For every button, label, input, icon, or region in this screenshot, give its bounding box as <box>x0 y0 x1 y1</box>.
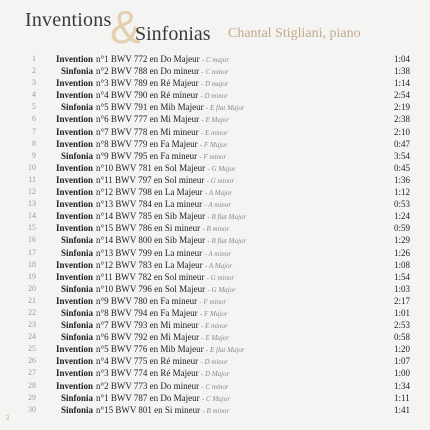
track-kind: Invention <box>55 54 93 64</box>
track-duration: 0:59 <box>394 223 411 234</box>
track-row <box>0 319 430 331</box>
track-key-english: - D Major <box>200 370 230 379</box>
track-number: 8 <box>32 138 36 148</box>
track-row <box>0 101 430 113</box>
track-kind: Invention <box>55 114 93 125</box>
track-duration: 1:01 <box>394 307 411 318</box>
track-number: 27 <box>28 368 36 378</box>
track-title: n°1 BWV 772 en Do Majeur <box>96 54 200 64</box>
track-duration: 1:11 <box>394 392 410 403</box>
track-row <box>0 77 430 89</box>
track-key-english: - E minor <box>200 322 228 331</box>
track-row <box>0 331 430 343</box>
track-row <box>0 138 430 150</box>
track-number: 6 <box>32 114 36 124</box>
track-title: n°12 BWV 783 en La Majeur <box>96 259 203 270</box>
track-number: 5 <box>32 102 36 112</box>
track-title: n°7 BWV 778 en Mi mineur <box>96 126 199 137</box>
track-key-english: - B minor <box>202 406 230 415</box>
track-title: n°5 BWV 776 en Mib Majeur <box>96 344 204 355</box>
track-title: n°7 BWV 793 en Mi mineur <box>96 320 199 331</box>
track-number: 19 <box>28 271 36 281</box>
track-kind: Sinfonia <box>60 283 93 294</box>
track-row <box>0 380 430 392</box>
track-row <box>0 392 430 404</box>
track-title: n°8 BWV 794 en Fa Majeur <box>96 307 198 318</box>
track-number: 25 <box>28 344 36 354</box>
track-number: 29 <box>28 392 36 402</box>
track-title: n°15 BWV 801 en Si mineur <box>96 404 201 415</box>
track-number: 10 <box>28 162 36 172</box>
track-key-english: - A minor <box>204 249 231 258</box>
track-kind: Invention <box>55 344 93 355</box>
track-number: 26 <box>28 356 36 366</box>
track-kind: Invention <box>55 271 93 282</box>
track-number: 22 <box>28 307 36 317</box>
track-kind: Invention <box>55 295 93 306</box>
track-key-english: - E minor <box>200 128 228 137</box>
track-title: n°15 BWV 786 en Si mineur <box>96 223 201 234</box>
track-duration: 1:08 <box>394 259 411 270</box>
track-number: 9 <box>32 150 36 160</box>
track-key-english: - F minor <box>199 297 227 306</box>
track-number: 7 <box>32 126 36 136</box>
track-duration: 1:03 <box>394 283 411 294</box>
track-kind: Sinfonia <box>60 307 93 318</box>
track-row <box>0 404 430 416</box>
track-row <box>0 295 430 307</box>
track-duration: 1:54 <box>394 271 411 282</box>
track-number: 4 <box>32 90 36 100</box>
track-duration: 2:54 <box>394 90 411 101</box>
track-row <box>0 247 430 259</box>
track-row <box>0 65 430 77</box>
track-duration: 1:41 <box>394 404 411 415</box>
track-title: n°9 BWV 795 en Fa mineur <box>96 150 198 161</box>
track-kind: Invention <box>55 78 93 89</box>
track-title: n°6 BWV 777 en Mi Majeur <box>96 114 200 125</box>
track-duration: 0:58 <box>394 332 411 343</box>
track-duration: 1:24 <box>394 211 411 222</box>
track-duration: 2:53 <box>394 320 411 331</box>
track-key-english: - G Major <box>207 164 236 173</box>
track-row <box>0 355 430 367</box>
track-number: 17 <box>28 247 36 257</box>
track-duration: 1:20 <box>394 344 411 355</box>
track-title: n°4 BWV 790 en Ré mineur <box>96 90 199 101</box>
track-key-english: - E flat Major <box>205 104 245 113</box>
track-number: 21 <box>28 295 36 305</box>
track-key-english: - E Major <box>201 334 230 343</box>
track-row <box>0 53 430 65</box>
track-kind: Invention <box>55 90 93 101</box>
track-kind: Sinfonia <box>60 320 93 331</box>
track-key-english: - A minor <box>204 201 231 210</box>
track-title: n°11 BWV 782 en Sol mineur <box>96 271 205 282</box>
track-title: n°5 BWV 791 en Mib Majeur <box>96 102 204 113</box>
track-key-english: - B minor <box>202 225 230 234</box>
track-key-english: - E Major <box>201 116 230 125</box>
track-duration: 1:26 <box>394 247 411 258</box>
track-title: n°12 BWV 798 en La Majeur <box>96 187 203 198</box>
track-row <box>0 162 430 174</box>
page-number: 2 <box>6 414 10 422</box>
track-number: 20 <box>28 283 36 293</box>
track-number: 15 <box>28 223 36 233</box>
track-kind: Invention <box>55 259 93 270</box>
track-duration: 1:12 <box>394 187 411 198</box>
track-title: n°13 BWV 784 en La mineur <box>96 199 203 210</box>
track-row <box>0 222 430 234</box>
track-duration: 3:54 <box>394 150 411 161</box>
booklet-header <box>0 0 430 52</box>
track-duration: 1:07 <box>394 356 411 367</box>
track-row <box>0 150 430 162</box>
track-row <box>0 126 430 138</box>
track-kind: Sinfonia <box>60 235 93 246</box>
track-kind: Invention <box>55 162 93 173</box>
title-sinfonias: Sinfonias <box>135 23 211 45</box>
track-number: 28 <box>28 380 36 390</box>
track-title: n°10 BWV 781 en Sol Majeur <box>96 162 206 173</box>
track-key-english: - A Major <box>204 261 233 270</box>
track-title: n°14 BWV 785 en Sib Majeur <box>96 211 206 222</box>
track-number: 18 <box>28 259 36 269</box>
track-kind: Sinfonia <box>60 247 93 258</box>
track-number: 1 <box>32 54 36 63</box>
track-duration: 1:00 <box>394 368 411 379</box>
track-key-english: - E flat Major <box>205 346 245 355</box>
track-kind: Invention <box>55 138 93 149</box>
track-key-english: - F Major <box>199 140 228 149</box>
track-number: 24 <box>28 332 36 342</box>
track-key-english: - C Major <box>201 394 230 403</box>
track-kind: Invention <box>55 223 93 234</box>
track-duration: 1:38 <box>394 66 411 77</box>
track-key-english: - F Major <box>199 309 228 318</box>
track-title: n°8 BWV 779 en Fa Majeur <box>96 138 198 149</box>
track-number: 14 <box>28 211 36 221</box>
track-title: n°3 BWV 774 en Ré Majeur <box>96 368 199 379</box>
track-title: n°2 BWV 773 en Do mineur <box>96 380 200 391</box>
track-duration: 2:10 <box>394 126 411 137</box>
track-kind: Sinfonia <box>60 392 93 403</box>
track-key-english: - C minor <box>201 68 229 77</box>
track-kind: Sinfonia <box>60 66 93 77</box>
title-inventions: Inventions <box>25 9 112 31</box>
track-title: n°14 BWV 800 en Sib Majeur <box>96 235 206 246</box>
track-key-english: - G Major <box>207 285 236 294</box>
track-row <box>0 271 430 283</box>
track-title: n°9 BWV 780 en Fa mineur <box>96 295 198 306</box>
track-kind: Sinfonia <box>60 404 93 415</box>
track-row <box>0 234 430 246</box>
track-key-english: - C major <box>201 56 230 64</box>
track-row <box>0 210 430 222</box>
track-key-english: - D minor <box>200 358 229 367</box>
track-duration: 2:17 <box>394 295 411 306</box>
track-number: 12 <box>28 187 36 197</box>
track-key-english: - B flat Major <box>207 237 247 246</box>
track-title: n°6 BWV 792 en Mi Majeur <box>96 332 200 343</box>
track-kind: Invention <box>55 187 93 198</box>
track-title: n°13 BWV 799 en La mineur <box>96 247 203 258</box>
track-key-english: - F minor <box>199 152 227 161</box>
track-kind: Sinfonia <box>60 102 93 113</box>
track-title: n°4 BWV 775 en Ré mineur <box>96 356 199 367</box>
track-number: 2 <box>32 66 36 76</box>
track-duration: 1:14 <box>394 78 411 89</box>
track-row <box>0 343 430 355</box>
track-key-english: - A Major <box>204 189 233 198</box>
track-duration: 0:45 <box>394 162 411 173</box>
track-duration: 2:19 <box>394 102 411 113</box>
track-kind: Invention <box>55 380 93 391</box>
track-duration: 1:29 <box>394 235 411 246</box>
track-number: 11 <box>28 174 36 184</box>
track-title: n°1 BWV 787 en Do Majeur <box>96 392 200 403</box>
performer-name: Chantal Stigliani, piano <box>228 26 361 41</box>
track-duration: 1:04 <box>394 54 411 64</box>
track-key-english: - D minor <box>200 92 229 101</box>
track-row <box>0 307 430 319</box>
track-duration: 2:38 <box>394 114 411 125</box>
track-duration: 1:34 <box>394 380 411 391</box>
track-kind: Invention <box>55 211 93 222</box>
track-kind: Invention <box>55 199 93 210</box>
track-row <box>0 89 430 101</box>
track-row <box>0 367 430 379</box>
track-row <box>0 259 430 271</box>
track-row <box>0 186 430 198</box>
track-key-english: - G minor <box>206 176 235 185</box>
track-duration: 0:47 <box>394 138 411 149</box>
track-number: 13 <box>28 199 36 209</box>
track-key-english: - C minor <box>201 382 229 391</box>
track-row <box>0 113 430 125</box>
track-key-english: - B flat Major <box>207 213 247 222</box>
track-kind: Invention <box>55 356 93 367</box>
track-key-english: - G minor <box>206 273 235 282</box>
track-kind: Sinfonia <box>60 332 93 343</box>
track-title: n°11 BWV 797 en Sol mineur <box>96 174 205 185</box>
track-row <box>0 174 430 186</box>
track-number: 30 <box>28 404 36 414</box>
track-kind: Invention <box>55 126 93 137</box>
ampersand-ornament: & <box>110 1 141 53</box>
track-duration: 0:53 <box>394 199 411 210</box>
track-number: 23 <box>28 320 36 330</box>
track-list <box>0 53 430 416</box>
track-kind: Invention <box>55 368 93 379</box>
track-row <box>0 198 430 210</box>
track-row <box>0 283 430 295</box>
track-duration: 1:36 <box>394 174 411 185</box>
track-title: n°3 BWV 789 en Ré Majeur <box>96 78 199 89</box>
track-title: n°2 BWV 788 en Do mineur <box>96 66 200 77</box>
track-description <box>96 404 229 417</box>
track-kind: Invention <box>55 174 93 185</box>
track-number: 3 <box>32 78 36 88</box>
track-kind: Sinfonia <box>60 150 93 161</box>
track-key-english: - D major <box>200 80 229 89</box>
track-number: 16 <box>28 235 36 245</box>
track-title: n°10 BWV 796 en Sol Majeur <box>96 283 206 294</box>
